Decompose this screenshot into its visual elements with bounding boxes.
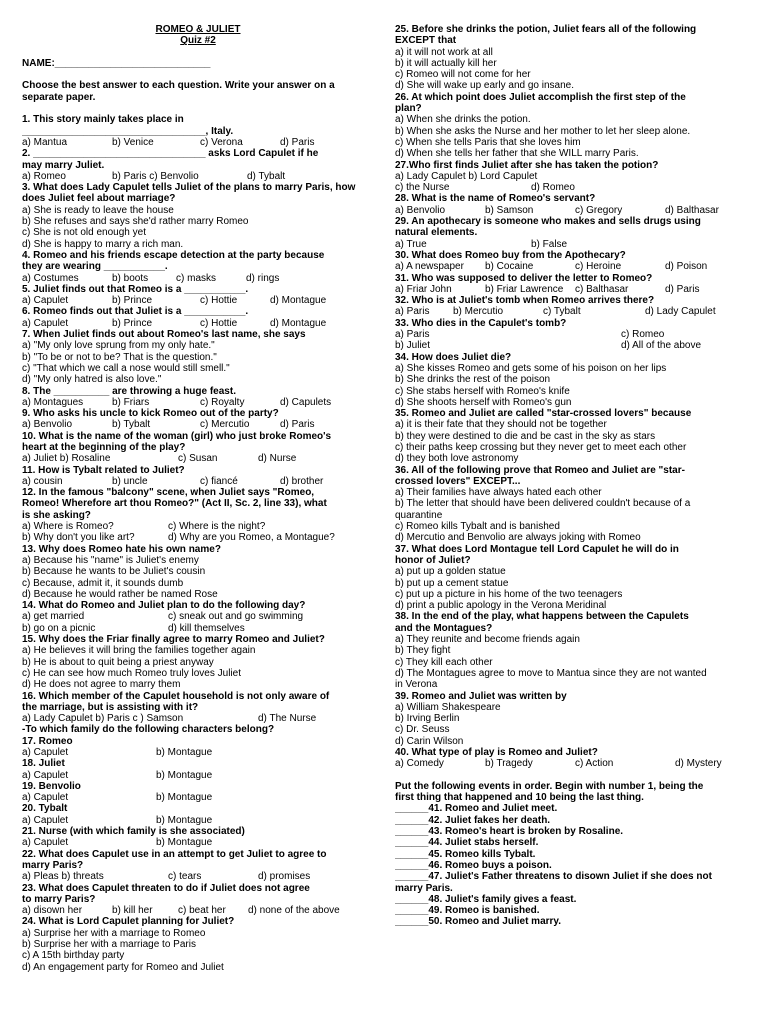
answer-option: d) rings: [246, 272, 280, 284]
answer-option: a) Paris: [395, 329, 430, 341]
question-text: ______50. Romeo and Juliet marry.: [395, 916, 562, 928]
answer-options-row: [22, 837, 374, 848]
question-text: 37. What does Lord Montague tell Lord Capulet he will do in: [395, 543, 679, 555]
answer-options-row: [22, 871, 374, 882]
answer-choice: a) it is their fate that they should not be together: [395, 419, 607, 431]
quiz-subtitle: Quiz #2: [180, 35, 216, 47]
answer-option: b) uncle: [112, 475, 148, 487]
question-text: 24. What is Lord Capulet planning for Juliet?: [22, 916, 235, 928]
answer-choice: b) Surprise her with a marriage to Paris: [22, 939, 196, 951]
answer-option: a) Costumes: [22, 272, 79, 284]
question-text: marry Paris.: [395, 882, 453, 894]
answer-choice: b) When she asks the Nurse and her mother to let her sleep alone.: [395, 125, 691, 137]
answer-option: b) False: [531, 238, 568, 250]
answer-choice: b) it will actually kill her: [395, 57, 497, 69]
question-text: 19. Benvolio: [22, 780, 81, 792]
answer-choice: d) When she tells her father that she WILL marry Paris.: [395, 148, 639, 160]
question-text: 20. Tybalt: [22, 803, 68, 815]
name-field-label: NAME:____________________________: [22, 57, 211, 69]
question-text: 22. What does Capulet use in an attempt to get Juliet to agree to: [22, 848, 327, 860]
answer-option: b) Prince: [112, 317, 153, 329]
question-text: to marry Paris?: [22, 893, 96, 905]
answer-option: b) Juliet: [395, 340, 431, 352]
answer-option: d) Balthasar: [665, 204, 719, 216]
answer-option: a) Friar John: [395, 283, 452, 295]
question-text: 32. Who is at Juliet's tomb when Romeo arrives there?: [395, 295, 655, 307]
answer-options-row: [395, 758, 753, 769]
question-text: 26. At which point does Juliet accomplish the first step of the: [395, 91, 686, 103]
spacer: [395, 770, 753, 781]
answer-options-row: [22, 623, 374, 634]
answer-options-row: [22, 815, 374, 826]
answer-options-row: [22, 419, 374, 430]
spacer: [22, 103, 374, 114]
answer-choice: a) They reunite and become friends again: [395, 634, 580, 646]
answer-choice: in Verona: [395, 679, 438, 691]
question-text: ______47. Juliet's Father threatens to disown Juliet if she does not: [395, 871, 712, 883]
answer-choice: b) They fight: [395, 645, 451, 657]
question-text: 7. When Juliet finds out about Romeo's last name, she says: [22, 329, 306, 341]
question-text: EXCEPT that: [395, 35, 457, 47]
question-text: 14. What do Romeo and Juliet plan to do the following day?: [22, 600, 306, 612]
answer-option: b) Montague: [156, 747, 213, 758]
answer-option: c) Gregory: [575, 204, 623, 216]
answer-choice: c) "That which we call a nose would still smell.": [22, 362, 230, 374]
answer-option: d) Paris: [665, 283, 700, 295]
answer-option: b) Montague: [156, 792, 213, 804]
answer-options-row: [395, 205, 753, 216]
answer-choice: d) She shoots herself with Romeo's gun: [395, 396, 572, 408]
answer-choice: a) William Shakespeare: [395, 701, 501, 713]
answer-options-row: [22, 295, 374, 306]
answer-options-row: [395, 239, 753, 250]
answer-choice: c) Because, admit it, it sounds dumb: [22, 577, 184, 589]
answer-option: c) Action: [575, 758, 614, 770]
answer-option: c) fiancé: [200, 475, 238, 487]
answer-option: d) Romeo: [531, 182, 575, 194]
answer-option: b) Friar Lawrence: [485, 283, 564, 295]
answer-options-row: [22, 137, 374, 148]
answer-option: a) Where is Romeo?: [22, 521, 114, 533]
question-text: 23. What does Capulet threaten to do if Juliet does not agree: [22, 882, 310, 894]
question-text: 38. In the end of the play, what happens between the Capulets: [395, 611, 689, 623]
answer-choice: b) they were destined to die and be cast in the sky as stars: [395, 430, 656, 442]
question-text: 2. _______________________________ asks Lord Capulet if he: [22, 148, 319, 160]
answer-option: b) go on a picnic: [22, 622, 96, 634]
question-text: 36. All of the following prove that Romeo and Juliet are "star-: [395, 464, 685, 476]
answer-choice: d) "My only hatred is also love.": [22, 374, 162, 386]
answer-option: d) Montague: [270, 295, 327, 307]
answer-choice: c) A 15th birthday party: [22, 950, 125, 962]
question-text: _________________________________, Italy.: [22, 125, 234, 137]
question-text: 39. Romeo and Juliet was written by: [395, 690, 567, 702]
answer-option: d) Poison: [665, 261, 708, 273]
answer-option: b) Why don't you like art?: [22, 532, 135, 544]
answer-choice: d) they both love astronomy: [395, 453, 519, 465]
answer-options-row: [395, 284, 753, 295]
question-text: 5. Juliet finds out that Romeo is a ___________.: [22, 283, 249, 295]
answer-choice: b) put up a cement statue: [395, 577, 509, 589]
question-text: natural elements.: [395, 227, 478, 239]
answer-option: a) Paris: [395, 306, 430, 318]
question-text: Put the following events in order. Begin with number 1, being the: [395, 780, 704, 792]
answer-option: b) Montague: [156, 837, 213, 849]
answer-option: d) Capulets: [280, 396, 332, 408]
answer-option: b) kill her: [112, 905, 153, 917]
answer-choice: d) He does not agree to marry them: [22, 679, 181, 691]
answer-option: d) promises: [258, 871, 311, 883]
quiz-title: ROMEO & JULIET: [155, 24, 241, 35]
answer-choice: a) "My only love sprung from my only hate.": [22, 340, 215, 352]
answer-choice: d) Carin Wilson: [395, 735, 464, 747]
answer-choice: c) She is not old enough yet: [22, 227, 146, 239]
answer-options-row: [22, 318, 374, 329]
answer-option: a) A newspaper: [395, 261, 464, 273]
answer-choice: a) She is ready to leave the house: [22, 204, 174, 216]
question-text: 18. Juliet: [22, 758, 65, 770]
answer-choice: c) They kill each other: [395, 656, 493, 668]
answer-choice: a) put up a golden statue: [395, 566, 506, 578]
answer-option: a) Capulet: [22, 317, 69, 329]
answer-options-row: [22, 273, 374, 284]
answer-option: d) Lady Capulet: [645, 306, 716, 318]
answer-choice: d) She is happy to marry a rich man.: [22, 238, 184, 250]
answer-choice: a) She kisses Romeo and gets some of his poison on her lips: [395, 362, 667, 374]
answer-options-row: [22, 532, 374, 543]
answer-option: c) Heroine: [575, 261, 622, 273]
answer-choice: d) The Montagues agree to move to Mantua since they are not wanted: [395, 667, 707, 679]
question-text: ______45. Romeo kills Tybalt.: [395, 848, 536, 860]
question-text: 4. Romeo and his friends escape detection at the party because: [22, 249, 325, 261]
question-text: 16. Which member of the Capulet household is not only aware of: [22, 690, 330, 702]
answer-option: a) Mantua: [22, 136, 68, 148]
right-column: [395, 24, 753, 928]
question-text: 35. Romeo and Juliet are called "star-crossed lovers" because: [395, 408, 692, 420]
answer-option: c) Mercutio: [200, 419, 250, 431]
spacer: [22, 69, 374, 80]
question-text: 3. What does Lady Capulet tells Juliet of the plans to marry Paris, how: [22, 182, 356, 194]
answer-options-row: [395, 329, 753, 340]
question-text: ______41. Romeo and Juliet meet.: [395, 803, 558, 815]
answer-option: a) Capulet: [22, 837, 69, 849]
answer-options-row: [22, 397, 374, 408]
answer-options-row: [22, 713, 374, 724]
question-text: 15. Why does the Friar finally agree to marry Romeo and Juliet?: [22, 634, 325, 646]
answer-choice: a) Surprise her with a marriage to Romeo: [22, 927, 206, 939]
answer-choice: b) Because he wants to be Juliet's cousin: [22, 566, 206, 578]
question-text: 33. Who dies in the Capulet's tomb?: [395, 317, 567, 329]
spacer: [22, 47, 374, 58]
answer-option: a) Benvolio: [395, 204, 446, 216]
question-text: heart at the beginning of the play?: [22, 441, 186, 453]
answer-option: c) tears: [168, 871, 202, 883]
answer-option: a) Juliet b) Rosaline: [22, 453, 111, 465]
question-text: 6. Romeo finds out that Juliet is a ___________.: [22, 306, 249, 318]
answer-option: a) Comedy: [395, 758, 444, 770]
answer-options-row: [22, 521, 374, 532]
question-text: is she asking?: [22, 509, 91, 521]
answer-choice: c) She stabs herself with Romeo's knife: [395, 385, 570, 397]
answer-option: b) Samson: [485, 204, 534, 216]
answer-choice: c) When she tells Paris that she loves him: [395, 136, 581, 148]
answer-option: a) Capulet: [22, 792, 69, 804]
answer-choice: d) print a public apology in the Verona Meridinal: [395, 600, 607, 612]
question-text: 27.Who first finds Juliet after she has taken the potion?: [395, 159, 659, 171]
left-column: [22, 24, 374, 973]
answer-option: d) Paris: [280, 136, 315, 148]
answer-options-row: [395, 182, 753, 193]
answer-option: b) Montague: [156, 814, 213, 826]
answer-option: b) Mercutio: [453, 306, 504, 318]
answer-option: c) Balthasar: [575, 283, 629, 295]
answer-option: c) Verona: [200, 136, 243, 148]
answer-option: c) Romeo: [621, 329, 665, 341]
answer-choice: b) She drinks the rest of the poison: [395, 374, 551, 386]
answer-options-row: [22, 747, 374, 758]
answer-choice: c) He can see how much Romeo truly loves Juliet: [22, 667, 241, 679]
question-text: 10. What is the name of the woman (girl) who just broke Romeo's: [22, 430, 332, 442]
answer-options-row: [22, 453, 374, 464]
answer-option: c) Susan: [178, 453, 218, 465]
question-text: ______44. Juliet stabs herself.: [395, 837, 539, 849]
answer-choice: b) Irving Berlin: [395, 713, 460, 725]
question-text: 31. Who was supposed to deliver the letter to Romeo?: [395, 272, 653, 284]
answer-choice: c) put up a picture in his home of the two teenagers: [395, 588, 623, 600]
answer-option: d) Why are you Romeo, a Montague?: [168, 532, 335, 544]
question-text: ______48. Juliet's family gives a feast.: [395, 893, 577, 905]
answer-option: b) Cocaine: [485, 261, 534, 273]
answer-option: a) Benvolio: [22, 419, 73, 431]
answer-option: a) Capulet: [22, 814, 69, 826]
question-text: 1. This story mainly takes place in: [22, 114, 184, 126]
answer-option: c) beat her: [178, 905, 226, 917]
answer-option: c) Royalty: [200, 396, 245, 408]
answer-option: a) Pleas b) threats: [22, 871, 104, 883]
answer-option: a) Lady Capulet b) Lord Capulet: [395, 170, 538, 182]
answer-choice: c) their paths keep crossing but they never get to meet each other: [395, 441, 687, 453]
answer-options-row: [22, 611, 374, 622]
question-text: 25. Before she drinks the potion, Juliet fears all of the following: [395, 24, 697, 35]
answer-option: c) Where is the night?: [168, 521, 266, 533]
answer-choice: a) Their families have always hated each other: [395, 487, 602, 499]
question-text: ______49. Romeo is banished.: [395, 905, 540, 917]
answer-choice: c) Dr. Seuss: [395, 724, 450, 736]
answer-options-row: [395, 171, 753, 182]
answer-option: b) Prince: [112, 295, 153, 307]
answer-choice: a) When she drinks the potion.: [395, 114, 531, 126]
answer-option: d) The Nurse: [258, 713, 317, 725]
answer-option: c) masks: [176, 272, 216, 284]
answer-choice: d) Because he would rather be named Rose: [22, 588, 218, 600]
question-text: first thing that happened and 10 being the last thing.: [395, 792, 644, 804]
answer-option: d) Montague: [270, 317, 327, 329]
answer-option: d) Mystery: [675, 758, 722, 770]
answer-option: c) Hottie: [200, 317, 238, 329]
question-text: ______42. Juliet fakes her death.: [395, 814, 551, 826]
answer-choice: b) "To be or not to be? That is the question.": [22, 351, 217, 363]
answer-option: a) Lady Capulet b) Paris c ) Samson: [22, 713, 184, 725]
question-text: 34. How does Juliet die?: [395, 351, 512, 363]
question-text: the marriage, but is assisting with it?: [22, 701, 199, 713]
answer-option: a) Romeo: [22, 170, 66, 182]
question-text: 13. Why does Romeo hate his own name?: [22, 543, 221, 555]
question-text: 28. What is the name of Romeo's servant?: [395, 193, 596, 205]
answer-choice: d) She will wake up early and go insane.: [395, 80, 574, 92]
answer-choice: b) He is about to quit being a priest anyway: [22, 656, 214, 668]
question-text: they are wearing ___________.: [22, 261, 168, 273]
answer-options-row: [22, 905, 374, 916]
answer-option: d) brother: [280, 475, 324, 487]
answer-options-row: [395, 340, 753, 351]
answer-option: c) the Nurse: [395, 182, 450, 194]
answer-option: a) Capulet: [22, 747, 69, 758]
answer-option: a) Capulet: [22, 295, 69, 307]
answer-option: d) kill themselves: [168, 622, 245, 634]
answer-option: d) Paris: [280, 419, 315, 431]
question-text: crossed lovers" EXCEPT...: [395, 475, 521, 487]
answer-option: c) Hottie: [200, 295, 238, 307]
answer-option: b) Montague: [156, 769, 213, 781]
answer-option: a) True: [395, 238, 427, 250]
answer-option: b) Venice: [112, 136, 154, 148]
answer-option: a) Montagues: [22, 396, 84, 408]
answer-option: a) get married: [22, 611, 85, 623]
answer-choice: c) Romeo kills Tybalt and is banished: [395, 521, 560, 533]
answer-option: a) cousin: [22, 475, 63, 487]
question-text: may marry Juliet.: [22, 159, 105, 171]
answer-option: b) Tybalt: [112, 419, 151, 431]
answer-option: d) Nurse: [258, 453, 297, 465]
answer-option: d) Tybalt: [247, 170, 286, 182]
answer-option: b) Friars: [112, 396, 150, 408]
left-question-list: [22, 114, 374, 973]
answer-options-row: [22, 171, 374, 182]
question-text: 8. The __________ are throwing a huge feast.: [22, 385, 236, 397]
question-text: plan?: [395, 103, 422, 115]
right-question-list: [395, 24, 753, 928]
answer-choice: a) He believes it will bring the families together again: [22, 645, 256, 657]
question-text: ______46. Romeo buys a poison.: [395, 859, 552, 871]
answer-option: a) Capulet: [22, 769, 69, 781]
answer-options-row: [22, 770, 374, 781]
answer-options-row: [395, 261, 753, 272]
question-text: and the Montagues?: [395, 622, 493, 634]
question-text: 29. An apothecary is someone who makes and sells drugs using: [395, 216, 701, 228]
answer-option: b) Tragedy: [485, 758, 533, 770]
question-text: does Juliet feel about marriage?: [22, 193, 176, 205]
answer-option: b) Paris c) Benvolio: [112, 170, 199, 182]
answer-choice: d) An engagement party for Romeo and Juliet: [22, 961, 224, 973]
answer-choice: a) it will not work at all: [395, 46, 493, 58]
question-text: -To which family do the following characters belong?: [22, 724, 275, 736]
question-text: 11. How is Tybalt related to Juliet?: [22, 464, 185, 476]
answer-option: c) Tybalt: [543, 306, 581, 318]
question-text: 12. In the famous "balcony" scene, when Juliet says "Romeo,: [22, 487, 315, 499]
answer-choice: a) Because his "name" is Juliet's enemy: [22, 554, 199, 566]
answer-options-row: [22, 792, 374, 803]
answer-choice: c) Romeo will not come for her: [395, 69, 531, 81]
answer-option: b) boots: [112, 272, 149, 284]
question-text: 40. What type of play is Romeo and Juliet?: [395, 747, 598, 758]
question-text: Romeo! Wherefore art thou Romeo?" (Act II, Sc. 2, line 33), what: [22, 498, 327, 510]
question-text: 9. Who asks his uncle to kick Romeo out of the party?: [22, 408, 279, 420]
answer-options-row: [22, 476, 374, 487]
answer-option: a) disown her: [22, 905, 83, 917]
answer-option: d) none of the above: [248, 905, 340, 917]
question-text: marry Paris?: [22, 859, 84, 871]
answer-options-row: [395, 306, 753, 317]
instructions: Choose the best answer to each question. Write your answer on a separate paper.: [22, 80, 335, 103]
answer-choice: b) The letter that should have been delivered couldn't because of a: [395, 498, 691, 510]
answer-choice: b) She refuses and says she'd rather marry Romeo: [22, 216, 249, 228]
question-text: 21. Nurse (with which family is she associated): [22, 826, 245, 838]
answer-option: d) All of the above: [621, 340, 702, 352]
question-text: 17. Romeo: [22, 735, 73, 747]
question-text: ______43. Romeo's heart is broken by Rosaline.: [395, 826, 624, 838]
answer-option: c) sneak out and go swimming: [168, 611, 304, 623]
question-text: honor of Juliet?: [395, 554, 471, 566]
answer-choice: quarantine: [395, 509, 443, 521]
answer-choice: d) Mercutio and Benvolio are always joking with Romeo: [395, 532, 641, 544]
question-text: 30. What does Romeo buy from the Apothecary?: [395, 249, 626, 261]
